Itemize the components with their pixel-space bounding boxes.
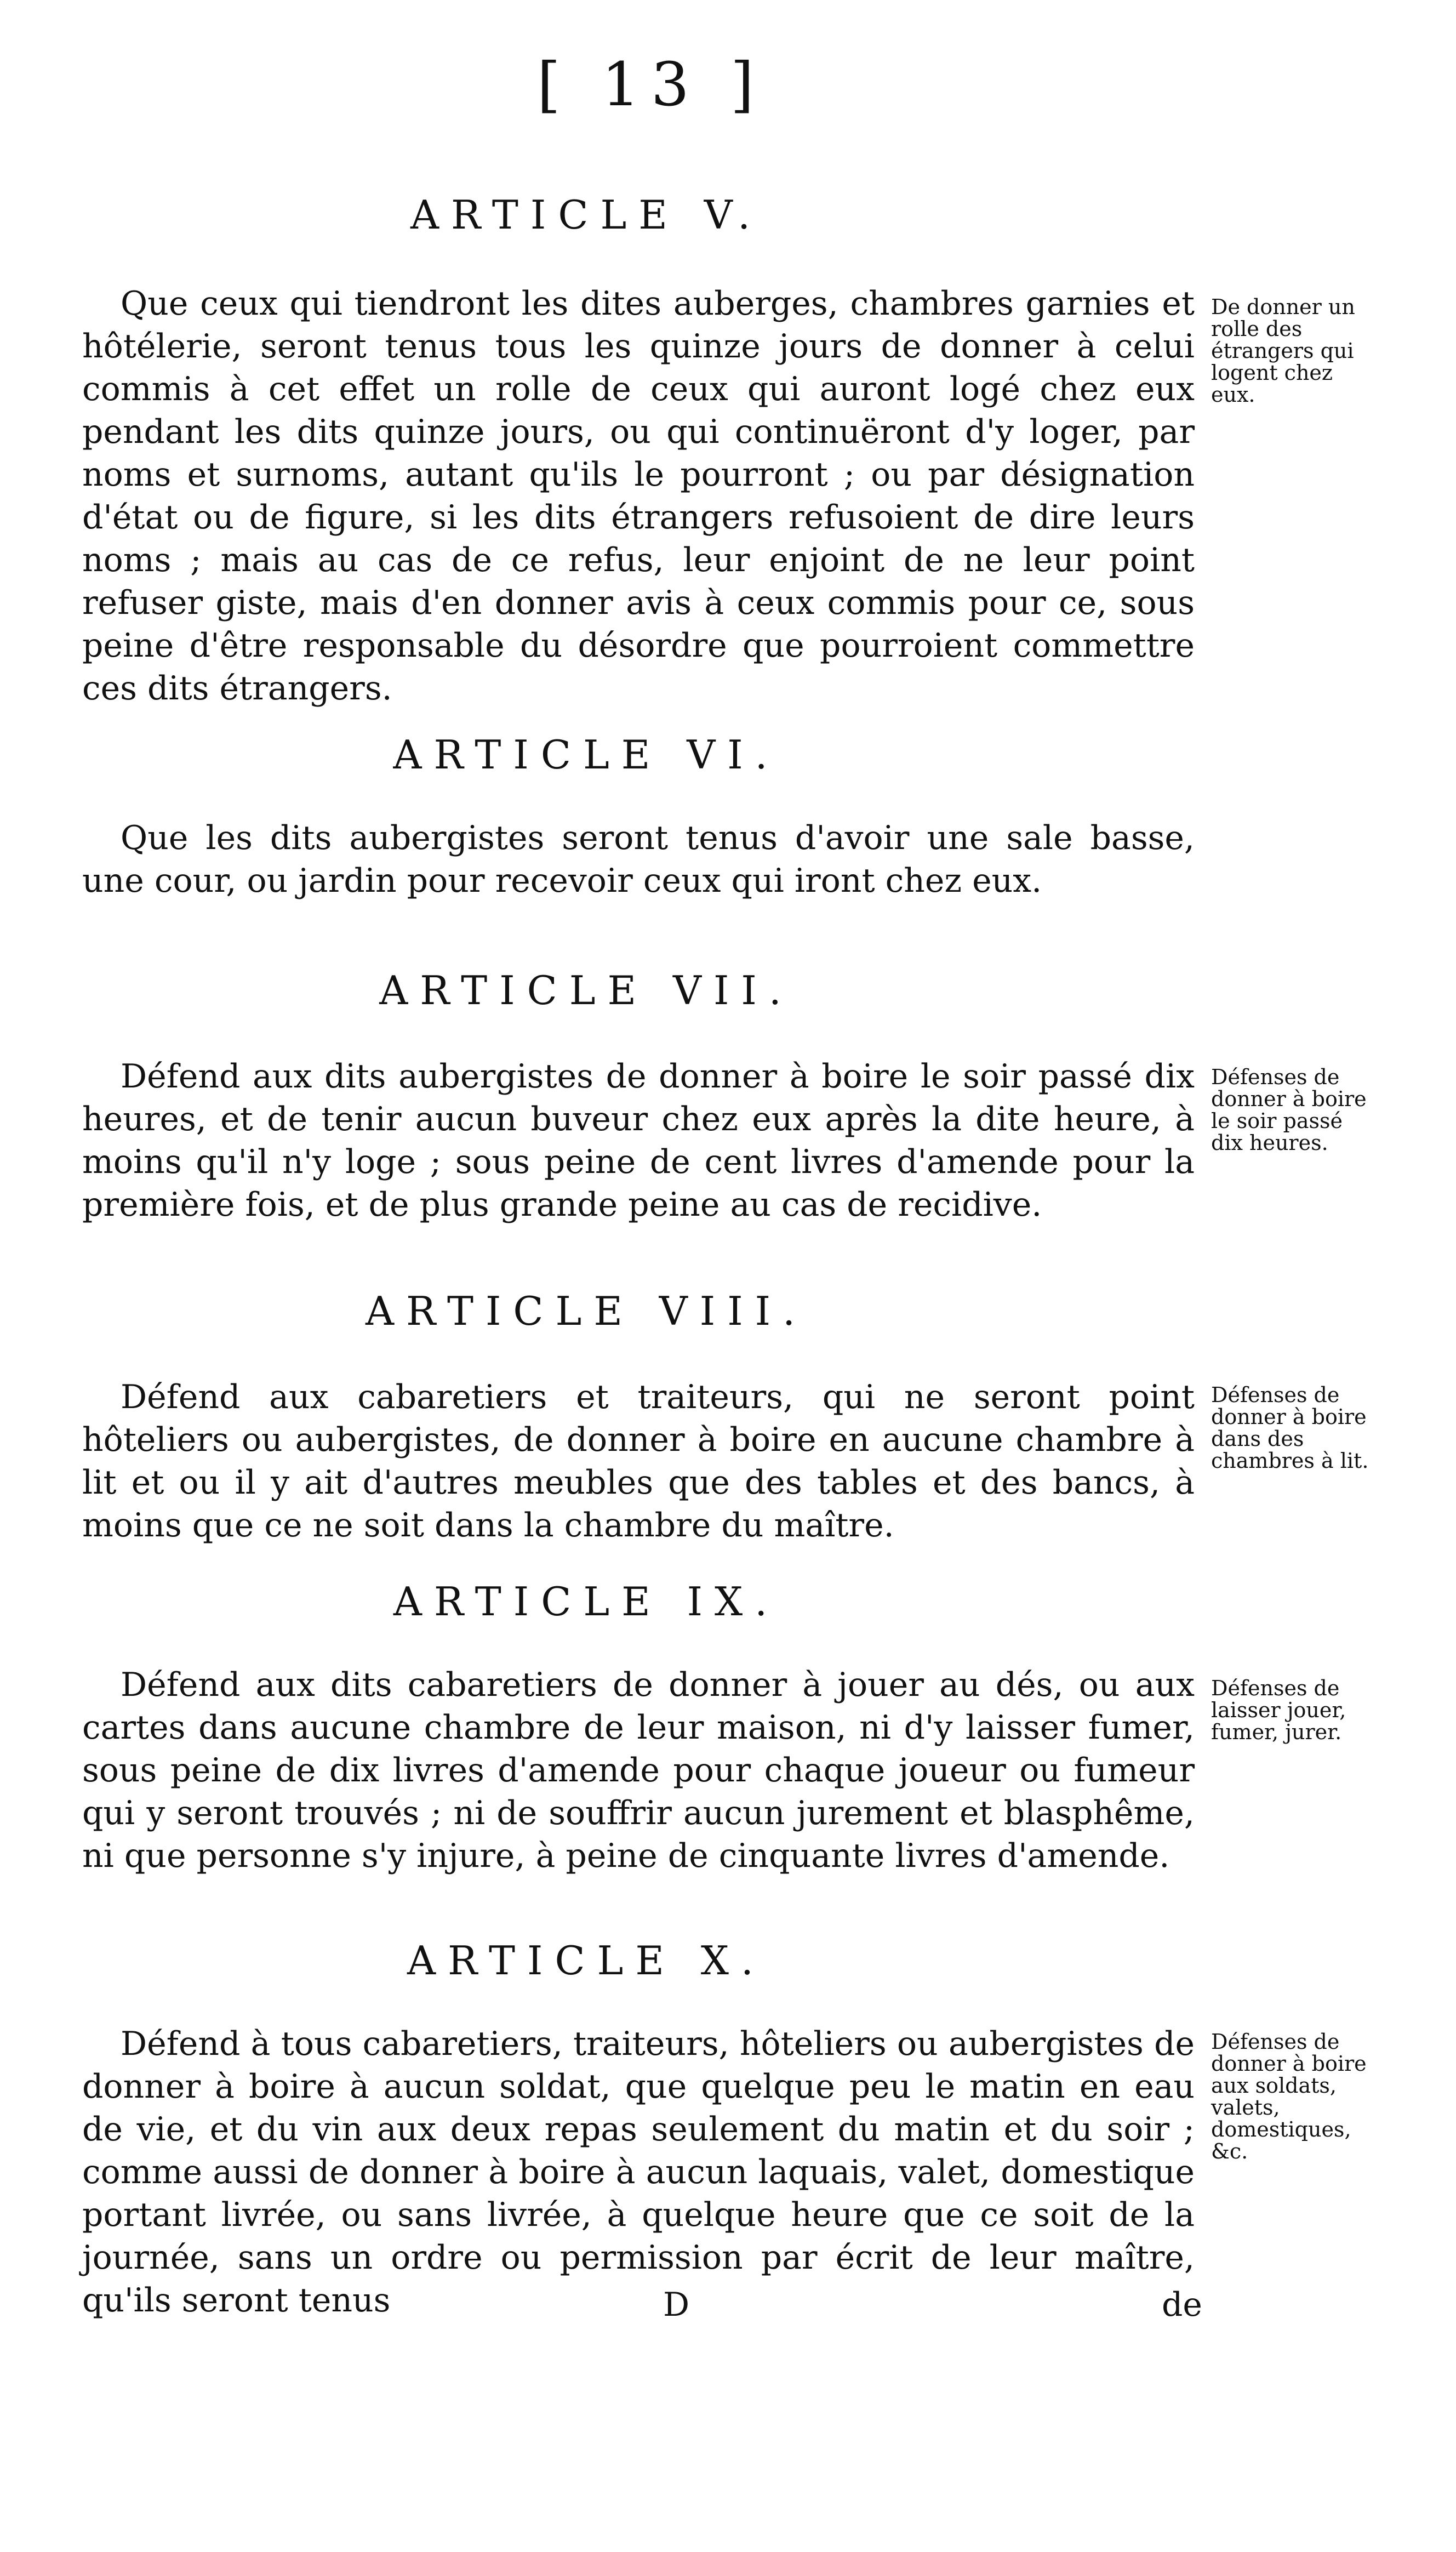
- article-heading: ARTICLE VI.: [393, 732, 780, 778]
- catchword: de: [1162, 2286, 1202, 2324]
- signature-mark: D: [663, 2286, 690, 2324]
- article-text: Que ceux qui tiendront les dites auberges, chambres garnies et hôtélerie, seront tenus tous les quinze jours de donner à celui commis à cet effet un rolle de ceux qui auront logé chez eux pendant les dits quinze jours, ou qui continuëront d'y loger, par noms et surnoms, autant qu'ils le pourront ; ou par désignation d'état ou de figure, si les dits étrangers refusoient de dire leurs noms ; mais au cas de ce refus, leur enjoint de ne leur point refuser giste, mais d'en donner avis à ceux commis pour ce, sous peine d'être responsable du désordre que pourroient commettre ces dits étrangers.: [82, 284, 1195, 708]
- article-heading: ARTICLE X.: [407, 1938, 766, 1984]
- margin-note: Défenses de donner à boire aux soldats, valets, domestiques, &c.: [1211, 2030, 1367, 2163]
- article-heading: ARTICLE VII.: [379, 967, 793, 1013]
- article-heading: ARTICLE V.: [410, 192, 763, 238]
- article-heading: ARTICLE VIII.: [366, 1288, 807, 1334]
- margin-note: De donner un rolle des étrangers qui logent chez eux.: [1211, 295, 1355, 407]
- margin-note: Défenses de laisser jouer, fumer, jurer.: [1211, 1676, 1346, 1744]
- article-text: Défend aux dits cabaretiers de donner à jouer au dés, ou aux cartes dans aucune chambre de leur maison, ni d'y laisser fumer, sous peine de dix livres d'amende pour chaque joueur ou fumeur qui y seront trouvés ; ni de souffrir aucun jurement et blasphême, ni que personne s'y injure, à peine de cinquante livres d'amende.: [82, 1666, 1195, 1875]
- margin-note: Défenses de donner à boire dans des chambres à lit.: [1211, 1383, 1369, 1473]
- article-text: Défend à tous cabaretiers, traiteurs, hôteliers ou aubergistes de donner à boire à aucun soldat, que quelque peu le matin en eau de vie, et du vin aux deux repas seulement du matin et du soir ; comme aussi de donner à boire à aucun laquais, valet, domestique portant livrée, ou sans livrée, à quelque heure que ce soit de la journée, sans un ordre ou permission par écrit de leur maître, qu'ils seront tenus: [82, 2025, 1195, 2320]
- margin-note: Défenses de donner à boire le soir passé dix heures.: [1211, 1065, 1367, 1155]
- article-heading: ARTICLE IX.: [393, 1579, 780, 1625]
- page-number: [ 13 ]: [537, 49, 765, 119]
- article-text: Que les dits aubergistes seront tenus d'avoir une sale basse, une cour, ou jardin pour recevoir ceux qui iront chez eux.: [82, 819, 1195, 900]
- article-text: Défend aux dits aubergistes de donner à boire le soir passé dix heures, et de tenir aucun buveur chez eux après la dite heure, à moins qu'il n'y loge ; sous peine de cent livres d'amende pour la première fois, et de plus grande peine au cas de recidive.: [82, 1057, 1195, 1224]
- article-text: Défend aux cabaretiers et traiteurs, qui ne seront point hôteliers ou aubergistes, de donner à boire en aucune chambre à lit et ou il y ait d'autres meubles que des tables et des bancs, à moins que ce ne soit dans la chambre du maître.: [82, 1378, 1195, 1545]
